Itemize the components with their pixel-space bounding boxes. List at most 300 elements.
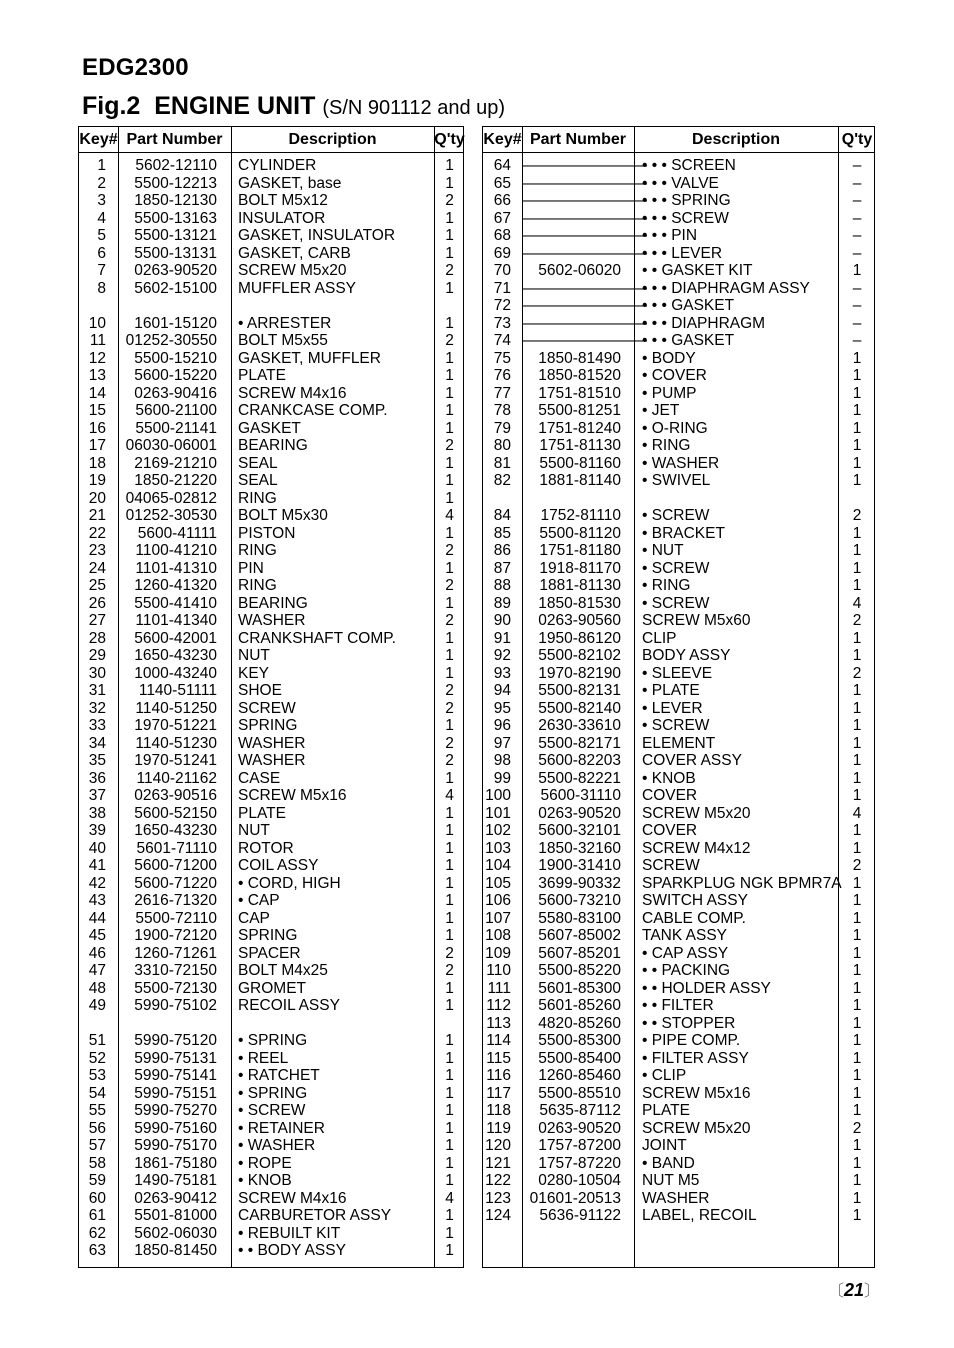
table-row: [483, 910, 874, 928]
table-row: [483, 350, 874, 368]
part-number-cell: 5600-41111: [137, 524, 217, 542]
description-cell: • WASHER: [642, 454, 720, 472]
key-cell: 119: [486, 1119, 511, 1137]
part-number-cell: 4820-85260: [538, 1014, 621, 1032]
qty-cell: 1: [852, 752, 862, 769]
qty-cell: 1: [852, 1067, 862, 1084]
table-row: [483, 875, 874, 893]
qty-cell: 2: [852, 507, 862, 524]
part-number-cell: 5600-42001: [134, 629, 217, 647]
qty-cell: –: [852, 192, 862, 209]
part-number-cell: ————————: [523, 279, 647, 297]
part-number-cell: 01252-30550: [125, 332, 217, 349]
table-row: [79, 262, 463, 280]
part-number-cell: 1850-81490: [538, 349, 621, 367]
part-number-cell: 5500-13131: [134, 244, 217, 262]
part-number-cell: 1140-51230: [135, 734, 217, 752]
key-cell: 46: [88, 944, 106, 962]
key-cell: 122: [485, 1172, 511, 1189]
qty-cell: 1: [852, 647, 862, 664]
qty-cell: 2: [445, 332, 454, 349]
qty-cell: 1: [852, 577, 862, 594]
part-number-cell: 0263-90520: [538, 1119, 621, 1137]
figure-label: Fig.2: [82, 92, 141, 120]
key-cell: 7: [97, 262, 106, 279]
part-number-cell: 5990-75141: [134, 1067, 217, 1084]
part-number-cell: 5500-85300: [538, 1032, 621, 1049]
part-number-cell: 1970-82190: [538, 664, 621, 682]
table-row: [79, 700, 463, 718]
table-row: [79, 980, 463, 998]
table-row: [79, 612, 463, 630]
part-number-cell: 1850-21220: [134, 472, 217, 489]
key-cell: 81: [493, 454, 511, 472]
description-cell: • COVER: [642, 367, 707, 384]
qty-cell: 2: [445, 699, 454, 717]
description-cell: ROTOR: [238, 839, 294, 857]
description-cell: • PUMP: [642, 384, 697, 402]
part-number-cell: 5500-82171: [538, 734, 621, 752]
part-number-cell: 5500-82131: [538, 682, 621, 699]
key-cell: 118: [486, 1102, 511, 1119]
key-cell: 77: [493, 384, 511, 402]
key-cell: 15: [88, 402, 106, 419]
description-cell: • KNOB: [642, 769, 696, 787]
key-cell: 54: [88, 1084, 106, 1102]
description-cell: • BRACKET: [642, 524, 725, 542]
description-cell: SPRING: [238, 717, 298, 734]
description-cell: WASHER: [238, 612, 306, 629]
part-number-cell: 5500-82221: [538, 769, 621, 787]
part-number-cell: 0263-90416: [134, 384, 217, 402]
part-number-cell: 5600-73210: [538, 892, 621, 909]
key-cell: 38: [88, 804, 106, 822]
part-number-cell: 5602-06030: [134, 1224, 217, 1242]
qty-cell: 1: [852, 1049, 862, 1067]
table-row: [483, 1085, 874, 1103]
table-row: [483, 157, 874, 175]
table-row: [79, 525, 463, 543]
table-row: [79, 507, 463, 525]
description-cell: RECOIL ASSY: [238, 997, 340, 1014]
qty-cell: 1: [852, 822, 862, 839]
table-row: [79, 245, 463, 263]
part-number-cell: 1751-81510: [538, 384, 621, 402]
description-cell: • RATCHET: [238, 1067, 320, 1084]
description-cell: SCREW M5x20: [642, 804, 751, 822]
table-row: [79, 1172, 463, 1190]
key-cell: 72: [493, 297, 511, 314]
key-cell: 120: [485, 1137, 511, 1154]
description-cell: • • • VALVE: [642, 174, 719, 192]
part-number-cell: 1101-41340: [135, 612, 217, 629]
table-row: [483, 560, 874, 578]
qty-cell: 1: [445, 1119, 454, 1137]
part-number-cell: 5500-82102: [538, 647, 621, 664]
qty-cell: 1: [852, 997, 862, 1014]
table-row: [79, 175, 463, 193]
key-cell: 100: [485, 787, 511, 804]
qty-cell: 1: [852, 1154, 862, 1172]
part-number-cell: ————————: [523, 192, 647, 209]
header-description: Description: [691, 131, 780, 148]
qty-cell: 1: [445, 1084, 454, 1102]
description-cell: SWITCH ASSY: [642, 892, 748, 909]
qty-cell: 1: [445, 367, 454, 384]
description-cell: CABLE COMP.: [642, 909, 746, 927]
part-number-cell: 5602-15100: [134, 279, 217, 297]
part-number-cell: 2630-33610: [538, 717, 621, 734]
part-number-cell: 1900-72120: [134, 927, 217, 944]
key-cell: 57: [88, 1137, 106, 1154]
description-cell: CASE: [238, 769, 281, 787]
part-number-cell: 1757-87200: [538, 1137, 621, 1154]
table-row: [483, 280, 874, 298]
part-number-cell: 5990-75270: [134, 1102, 217, 1119]
table-row: [79, 297, 463, 315]
description-cell: SEAL: [238, 454, 278, 472]
key-cell: 63: [88, 1242, 106, 1259]
key-cell: 67: [493, 209, 511, 227]
part-number-cell: 5602-06020: [538, 262, 621, 279]
qty-cell: 2: [445, 682, 454, 699]
key-cell: 44: [88, 909, 106, 927]
key-cell: 28: [88, 629, 106, 647]
table-row: [483, 332, 874, 350]
part-number-cell: ————————: [523, 209, 647, 227]
description-cell: SHOE: [238, 682, 282, 699]
table-row: [79, 1085, 463, 1103]
key-cell: 87: [493, 559, 511, 577]
description-cell: SCREW: [238, 699, 296, 717]
part-number-cell: 5600-52150: [134, 804, 217, 822]
key-cell: 78: [493, 402, 511, 419]
description-cell: CLIP: [642, 629, 677, 647]
table-row: [79, 560, 463, 578]
description-cell: • CORD, HIGH: [238, 874, 341, 892]
part-number-cell: 1970-51241: [134, 752, 217, 769]
qty-cell: 1: [852, 524, 862, 542]
qty-cell: 1: [445, 822, 454, 839]
description-cell: SEAL: [238, 472, 278, 489]
qty-cell: 1: [852, 874, 862, 892]
part-number-cell: 1970-51221: [134, 717, 217, 734]
key-cell: 8: [97, 279, 106, 297]
table-body: [79, 157, 463, 1260]
table-row: [483, 455, 874, 473]
description-cell: RING: [238, 489, 277, 507]
description-cell: BOLT M5x30: [238, 507, 328, 524]
qty-cell: 1: [445, 174, 454, 192]
part-number-cell: 1490-75181: [134, 1172, 217, 1189]
qty-cell: 1: [445, 279, 454, 297]
description-cell: CAP: [238, 909, 270, 927]
key-cell: 99: [493, 769, 511, 787]
key-cell: 98: [493, 752, 511, 769]
part-number-cell: 2169-21210: [134, 454, 217, 472]
table-row: [79, 787, 463, 805]
part-number-cell: 3310-72150: [134, 962, 217, 979]
table-header: [483, 127, 874, 153]
part-number-cell: ————————: [523, 314, 647, 332]
qty-cell: 2: [445, 734, 454, 752]
parts-table-right: [482, 126, 875, 1268]
description-cell: SCREW M4x16: [238, 384, 347, 402]
key-cell: 104: [485, 857, 511, 874]
qty-cell: 1: [445, 664, 454, 682]
qty-cell: –: [852, 297, 862, 314]
qty-cell: 1: [852, 542, 862, 559]
table-row: [483, 682, 874, 700]
key-cell: 114: [486, 1032, 511, 1049]
key-cell: 75: [493, 349, 511, 367]
part-number-cell: ————————: [523, 157, 647, 174]
table-row: [483, 210, 874, 228]
table-row: [483, 402, 874, 420]
qty-cell: –: [852, 157, 862, 174]
part-number-cell: 1850-81520: [538, 367, 621, 384]
key-cell: 85: [493, 524, 511, 542]
table-row: [483, 1155, 874, 1173]
table-row: [483, 175, 874, 193]
part-number-cell: 5607-85002: [538, 927, 621, 944]
qty-cell: 1: [852, 437, 862, 454]
key-cell: 92: [493, 647, 511, 664]
description-cell: • • • SPRING: [642, 192, 731, 209]
part-number-cell: 1751-81130: [539, 437, 621, 454]
description-cell: TANK ASSY: [642, 927, 727, 944]
key-cell: 64: [493, 157, 511, 174]
qty-cell: 4: [445, 787, 454, 804]
key-cell: 32: [88, 699, 106, 717]
key-cell: 37: [88, 787, 106, 804]
part-number-cell: 5600-71200: [134, 857, 217, 874]
qty-cell: 4: [445, 1189, 454, 1207]
description-cell: • • • GASKET: [642, 297, 735, 314]
qty-cell: 2: [445, 262, 454, 279]
part-number-cell: 5500-85400: [538, 1049, 621, 1067]
part-number-cell: 5580-83100: [538, 909, 621, 927]
part-number-cell: 5990-75160: [134, 1119, 217, 1137]
description-cell: RING: [238, 577, 277, 594]
table-row: [483, 735, 874, 753]
table-row: [483, 262, 874, 280]
qty-cell: 1: [445, 157, 454, 174]
table-row: [79, 350, 463, 368]
key-cell: 115: [486, 1049, 511, 1067]
description-cell: WASHER: [238, 752, 306, 769]
table-row: [79, 595, 463, 613]
description-cell: • ARRESTER: [238, 314, 332, 332]
key-cell: 19: [88, 472, 106, 489]
qty-cell: 1: [445, 402, 454, 419]
qty-cell: 4: [852, 594, 862, 612]
table-row: [483, 1015, 874, 1033]
key-cell: 59: [88, 1172, 106, 1189]
table-row: [483, 367, 874, 385]
table-row: [483, 752, 874, 770]
key-cell: 27: [88, 612, 106, 629]
qty-cell: 1: [445, 594, 454, 612]
description-cell: BEARING: [238, 594, 308, 612]
qty-cell: 1: [445, 209, 454, 227]
qty-cell: 2: [852, 1119, 862, 1137]
key-cell: 65: [493, 174, 511, 192]
description-cell: • • PACKING: [642, 962, 731, 979]
qty-cell: 1: [445, 647, 454, 664]
table-row: [79, 280, 463, 298]
table-row: [483, 927, 874, 945]
description-cell: ELEMENT: [642, 734, 716, 752]
description-cell: • ROPE: [238, 1154, 292, 1172]
qty-cell: 1: [445, 717, 454, 734]
description-cell: CARBURETOR ASSY: [238, 1207, 392, 1224]
table-header: [79, 127, 463, 153]
table-row: [483, 1032, 874, 1050]
table-row: [79, 420, 463, 438]
key-cell: 52: [88, 1049, 106, 1067]
table-row: [483, 700, 874, 718]
part-number-cell: 1260-85460: [538, 1067, 621, 1084]
table-row: [79, 577, 463, 595]
table-row: [483, 227, 874, 245]
part-number-cell: 0263-90560: [538, 612, 621, 629]
description-cell: • • HOLDER ASSY: [642, 979, 771, 997]
qty-cell: 1: [852, 769, 862, 787]
description-cell: • • GASKET KIT: [642, 262, 753, 279]
key-cell: 23: [88, 542, 106, 559]
qty-cell: 2: [445, 612, 454, 629]
key-cell: 29: [88, 647, 106, 664]
key-cell: 123: [485, 1189, 511, 1207]
part-number-cell: 1101-41310: [135, 559, 217, 577]
qty-cell: 1: [445, 629, 454, 647]
table-row: [79, 945, 463, 963]
table-row: [79, 1120, 463, 1138]
key-cell: 124: [485, 1207, 511, 1224]
description-cell: BOLT M5x12: [238, 192, 328, 209]
key-cell: 45: [88, 927, 106, 944]
part-number-cell: 2616-71320: [134, 892, 217, 909]
qty-cell: 1: [852, 699, 862, 717]
part-number-cell: 1950-86120: [538, 629, 621, 647]
description-cell: BEARING: [238, 437, 308, 454]
key-cell: 110: [486, 962, 511, 979]
table-row: [483, 630, 874, 648]
part-number-cell: 1900-31410: [538, 857, 621, 874]
part-number-cell: 5500-72110: [135, 909, 217, 927]
table-row: [483, 857, 874, 875]
key-cell: 103: [485, 839, 511, 857]
table-row: [79, 227, 463, 245]
table-row: [79, 997, 463, 1015]
header-key: Key#: [483, 131, 522, 148]
qty-cell: 1: [852, 419, 862, 437]
figure-name: ENGINE UNIT: [154, 92, 316, 120]
qty-cell: 1: [445, 524, 454, 542]
qty-cell: 2: [852, 664, 862, 682]
key-cell: 16: [88, 419, 106, 437]
key-cell: 36: [88, 769, 106, 787]
table-row: [483, 297, 874, 315]
part-number-cell: 0280-10504: [538, 1172, 621, 1189]
part-number-cell: 5601-85300: [538, 979, 621, 997]
qty-cell: 1: [852, 962, 862, 979]
qty-cell: 1: [852, 717, 862, 734]
qty-cell: 2: [445, 944, 454, 962]
key-cell: 21: [88, 507, 106, 524]
key-cell: 17: [88, 437, 106, 454]
part-number-cell: 1601-15120: [134, 314, 217, 332]
key-cell: 111: [487, 979, 511, 997]
qty-cell: 1: [852, 1084, 862, 1102]
table-row: [483, 1172, 874, 1190]
part-number-cell: 5990-75120: [134, 1032, 217, 1049]
key-cell: 26: [88, 594, 106, 612]
key-cell: 60: [88, 1189, 106, 1207]
key-cell: 95: [493, 699, 511, 717]
key-cell: 82: [493, 472, 511, 489]
key-cell: 39: [88, 822, 106, 839]
table-row: [79, 1050, 463, 1068]
qty-cell: –: [852, 244, 862, 262]
table-row: [79, 752, 463, 770]
description-cell: SCREW M5x20: [642, 1119, 751, 1137]
part-number-cell: 1850-81450: [134, 1242, 217, 1259]
table-row: [79, 805, 463, 823]
part-number-cell: 5990-75131: [134, 1049, 217, 1067]
table-row: [483, 525, 874, 543]
description-cell: SCREW M5x16: [238, 787, 347, 804]
description-cell: GASKET, INSULATOR: [238, 227, 396, 244]
header-qty: Q'ty: [434, 131, 465, 148]
qty-cell: 1: [445, 1102, 454, 1119]
qty-cell: –: [852, 314, 862, 332]
qty-cell: 1: [852, 472, 862, 489]
table-row: [483, 577, 874, 595]
key-cell: 55: [88, 1102, 106, 1119]
part-number-cell: ————————: [523, 297, 647, 314]
table-row: [483, 437, 874, 455]
part-number-cell: 1140-21162: [136, 769, 217, 787]
description-cell: • REBUILT KIT: [238, 1224, 341, 1242]
qty-cell: 1: [852, 1032, 862, 1049]
table-row: [79, 192, 463, 210]
description-cell: PIN: [238, 559, 264, 577]
key-cell: 47: [88, 962, 106, 979]
qty-cell: 1: [852, 734, 862, 752]
part-number-cell: 0263-90412: [134, 1189, 217, 1207]
description-cell: SCREW M5x60: [642, 612, 751, 629]
key-cell: 101: [485, 804, 511, 822]
table-row: [79, 892, 463, 910]
table-row: [79, 962, 463, 980]
table-row: [79, 770, 463, 788]
description-cell: SCREW: [642, 857, 700, 874]
part-number-cell: 1260-41320: [134, 577, 217, 594]
key-cell: 34: [88, 734, 106, 752]
description-cell: • WASHER: [238, 1137, 316, 1154]
table-row: [483, 1207, 874, 1225]
description-cell: SCREW M5x16: [642, 1084, 751, 1102]
description-cell: • RING: [642, 577, 691, 594]
qty-cell: 1: [852, 927, 862, 944]
table-row: [79, 665, 463, 683]
part-number-cell: 04065-02812: [125, 489, 217, 507]
table-row: [483, 647, 874, 665]
page-number-close-bracket: 〕: [864, 1283, 881, 1300]
qty-cell: 1: [445, 909, 454, 927]
